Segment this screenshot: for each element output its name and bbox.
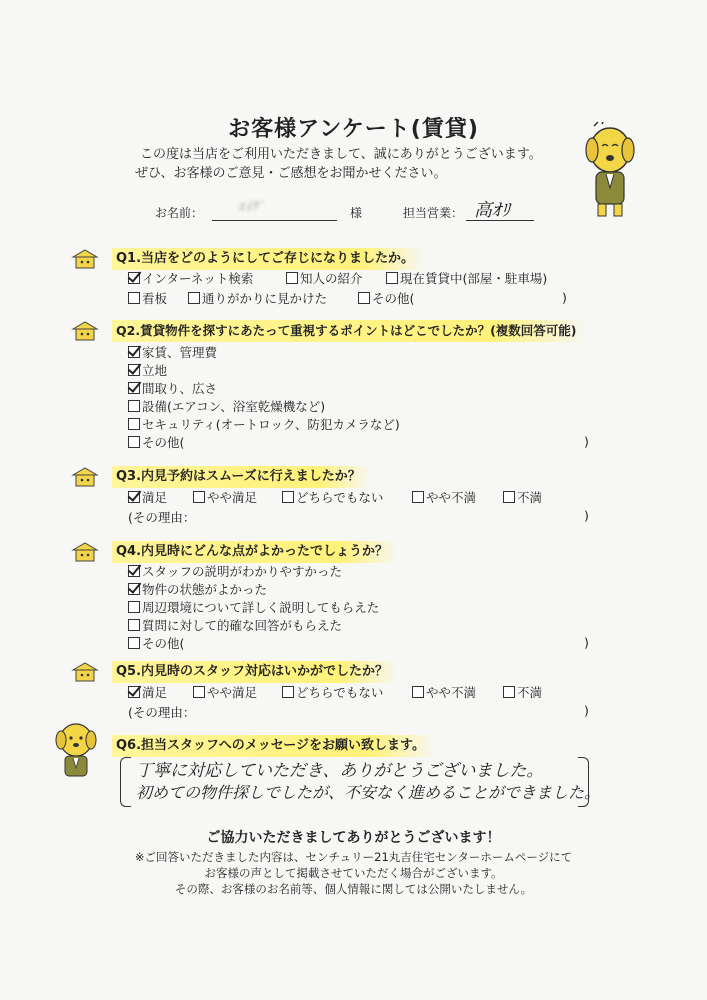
name-value: ｴｲｸﾞ [238, 200, 264, 215]
q5-option-1[interactable]: 満足 [128, 684, 167, 702]
q1-checkbox-6[interactable] [358, 292, 370, 304]
q3-close-paren: ) [584, 508, 589, 523]
q1-dog-icon [70, 249, 100, 269]
q3-option-1[interactable]: 満足 [128, 489, 167, 507]
q1-option-3[interactable]: 現在賃貸中(部屋・駐車場) [386, 270, 547, 288]
q2-question: Q2.賃貸物件を探すにあたって重視するポイントはどこでしたか？(複数回答可能) [112, 320, 587, 342]
q2-checkbox-1[interactable] [128, 346, 140, 358]
q1-checkbox-3[interactable] [386, 272, 398, 284]
q2-option-5[interactable]: セキュリティ(オートロック、防犯カメラなど) [128, 416, 400, 434]
q2-option-1[interactable]: 家賃、管理費 [128, 344, 217, 362]
q2-option-4[interactable]: 設備(エアコン、浴室乾燥機など) [128, 398, 325, 416]
q6-message-line-1: 丁寧に対応していただき、ありがとうございました。 [136, 761, 544, 781]
mascot-dog-small-illustration [52, 722, 100, 780]
q4-question: Q4.内見時にどんな点がよかったでしょうか？ [112, 541, 398, 563]
q5-checkbox-2[interactable] [193, 686, 205, 698]
q3-option-5[interactable]: 不満 [503, 489, 542, 507]
staff-label: 担当営業： [403, 206, 464, 220]
q4-checkbox-5[interactable] [128, 637, 140, 649]
q3-checkbox-1[interactable] [128, 491, 140, 503]
q6-question: Q6.担当スタッフへのメッセージをお願い致します。 [112, 735, 435, 757]
q4-checkbox-2[interactable] [128, 583, 140, 595]
honorific: 様 [350, 206, 363, 220]
note-line-2: お客様の声として掲載させていただく場合がございます。 [204, 866, 503, 880]
q5-option-5[interactable]: 不満 [503, 684, 542, 702]
q1-question: Q1.当店をどのようにしてご存じになりましたか。 [112, 248, 424, 270]
q3-question: Q3.内見予約はスムーズに行えましたか？ [112, 466, 371, 488]
q3-option-3[interactable]: どちらでもない [282, 489, 383, 507]
q5-checkbox-5[interactable] [503, 686, 515, 698]
q3-option-4[interactable]: やや不満 [412, 489, 476, 507]
q5-dog-icon [70, 662, 100, 682]
q4-checkbox-4[interactable] [128, 619, 140, 631]
q2-close-paren: ) [584, 434, 589, 449]
q1-close-paren: ) [562, 290, 567, 305]
q5-checkbox-4[interactable] [412, 686, 424, 698]
staff-value: 高ｵﾘ [474, 200, 510, 221]
survey-title: お客様アンケート(賃貸) [228, 117, 479, 142]
q2-option-6[interactable]: その他( [128, 434, 184, 452]
q6-left-bracket [120, 757, 131, 807]
q5-option-4[interactable]: やや不満 [412, 684, 476, 702]
thanks-message: ご協力いただきましてありがとうございます！ [206, 830, 501, 846]
q1-option-1[interactable]: インターネット検索 [128, 270, 253, 288]
q1-option-2[interactable]: 知人の紹介 [286, 270, 363, 288]
intro-line-1: この度は当店をご利用いただきまして、誠にありがとうございます。 [140, 147, 542, 162]
q5-question: Q5.内見時のスタッフ対応はいかがでしたか？ [112, 661, 398, 683]
q5-checkbox-3[interactable] [282, 686, 294, 698]
q1-checkbox-5[interactable] [188, 292, 200, 304]
q5-option-3[interactable]: どちらでもない [282, 684, 383, 702]
q3-option-2[interactable]: やや満足 [193, 489, 257, 507]
q2-checkbox-6[interactable] [128, 436, 140, 448]
q1-option-6[interactable]: その他( [358, 290, 414, 308]
q6-message-line-2: 初めての物件探しでしたが、不安なく進めることができました。 [136, 783, 601, 802]
q4-option-2[interactable]: 物件の状態がよかった [128, 581, 267, 599]
q3-checkbox-2[interactable] [193, 491, 205, 503]
q4-option-5[interactable]: その他( [128, 635, 184, 653]
q4-option-3[interactable]: 周辺環境について詳しく説明してもらえた [128, 599, 379, 617]
intro-line-2: ぜひ、お客様のご意見・ご感想をお聞かせください。 [135, 166, 447, 181]
q3-dog-icon [70, 467, 100, 487]
q2-option-2[interactable]: 立地 [128, 362, 167, 380]
q3-reason-label: (その理由： [128, 510, 196, 525]
q5-reason-label: (その理由： [128, 705, 196, 720]
q1-option-5[interactable]: 通りがかりに見かけた [188, 290, 327, 308]
q4-close-paren: ) [584, 635, 589, 650]
q2-checkbox-3[interactable] [128, 382, 140, 394]
q3-checkbox-3[interactable] [282, 491, 294, 503]
q2-option-3[interactable]: 間取り、広さ [128, 380, 217, 398]
q2-checkbox-4[interactable] [128, 400, 140, 412]
q4-checkbox-3[interactable] [128, 601, 140, 613]
q5-close-paren: ) [584, 703, 589, 718]
q4-option-4[interactable]: 質問に対して的確な回答がもらえた [128, 617, 342, 635]
q4-checkbox-1[interactable] [128, 565, 140, 577]
q4-dog-icon [70, 542, 100, 562]
q3-checkbox-4[interactable] [412, 491, 424, 503]
q1-checkbox-2[interactable] [286, 272, 298, 284]
q1-checkbox-4[interactable] [128, 292, 140, 304]
note-line-3: その際、お客様のお名前等、個人情報に関しては公開いたしません。 [174, 882, 533, 896]
q5-checkbox-1[interactable] [128, 686, 140, 698]
q5-option-2[interactable]: やや満足 [193, 684, 257, 702]
q2-dog-icon [70, 321, 100, 341]
q1-option-4[interactable]: 看板 [128, 290, 167, 308]
note-line-1: ※ご回答いただきました内容は、センチュリー21丸吉住宅センターホームページにて [134, 850, 573, 864]
q2-checkbox-5[interactable] [128, 418, 140, 430]
q1-checkbox-1[interactable] [128, 272, 140, 284]
q3-checkbox-5[interactable] [503, 491, 515, 503]
name-label: お名前： [155, 206, 204, 220]
q2-checkbox-2[interactable] [128, 364, 140, 376]
q4-option-1[interactable]: スタッフの説明がわかりやすかった [128, 563, 342, 581]
